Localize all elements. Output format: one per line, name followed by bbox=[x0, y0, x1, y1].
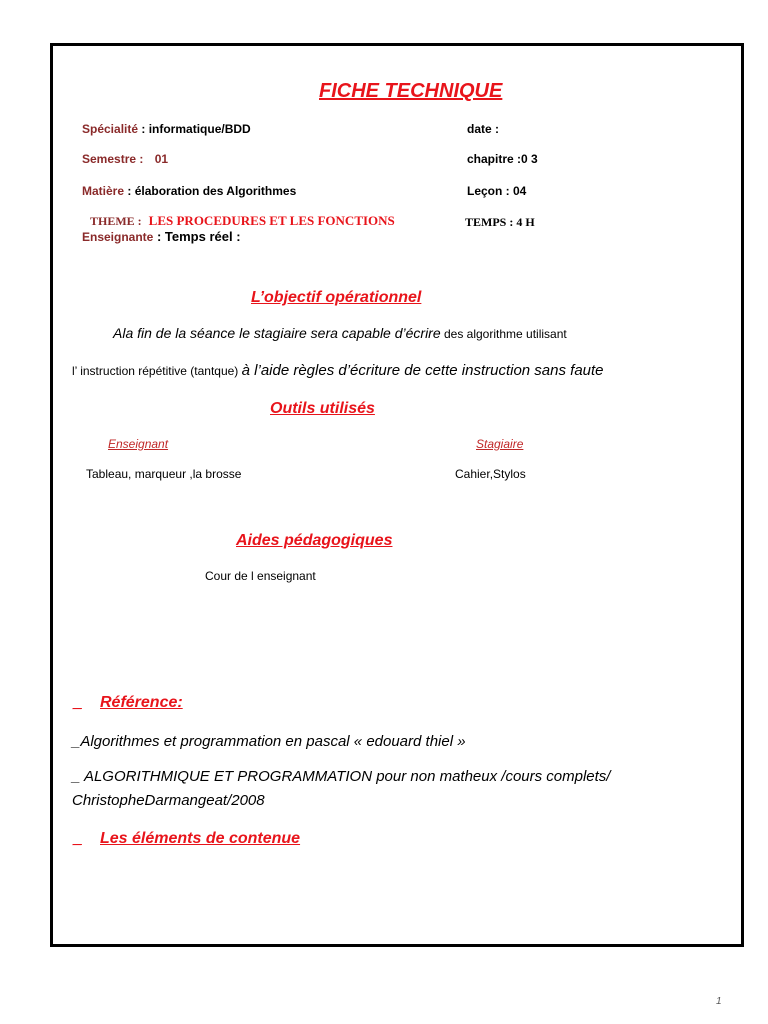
objectif-heading: L’objectif opérationnel bbox=[251, 289, 422, 306]
date-label: date : bbox=[467, 122, 500, 136]
objectif-line-1-italic: Ala fin de la séance le stagiaire sera capable d’écrire bbox=[113, 325, 441, 341]
objectif-line-1-plain: des algorithme utilisant bbox=[440, 327, 567, 341]
reference-item-2-line-2: ChristopheDarmangeat/2008 bbox=[72, 792, 265, 809]
enseignant-value: Tableau, marqueur ,la brosse bbox=[86, 467, 242, 481]
reference-bullet: _ bbox=[73, 694, 82, 711]
matiere-row bbox=[82, 184, 296, 198]
reference-item-1: _Algorithmes et programmation en pascal « edouard thiel » bbox=[72, 733, 466, 750]
page-title: FICHE TECHNIQUE bbox=[319, 80, 503, 102]
aides-heading: Aides pédagogiques bbox=[236, 532, 393, 549]
aides-value: Cour de l enseignant bbox=[205, 569, 316, 583]
elements-bullet: _ bbox=[73, 830, 82, 847]
elements-row bbox=[73, 830, 300, 848]
reference-heading: Référence: bbox=[100, 694, 183, 711]
page-number: 1 bbox=[716, 996, 722, 1007]
theme-label: THEME : bbox=[90, 214, 142, 228]
matiere-label: Matière bbox=[82, 184, 125, 198]
theme-value: LES PROCEDURES ET LES FONCTIONS bbox=[148, 213, 395, 228]
page-border bbox=[50, 43, 744, 947]
specialite-label: Spécialité bbox=[82, 122, 139, 136]
stagiaire-value: Cahier,Stylos bbox=[455, 467, 526, 481]
stagiaire-label: Stagiaire bbox=[476, 437, 524, 451]
reference-item-2-line-1: _ ALGORITHMIQUE ET PROGRAMMATION pour non matheux /cours complets/ bbox=[72, 768, 611, 785]
enseignant-label: Enseignant bbox=[108, 437, 169, 451]
objectif-line-2-italic: à l’aide règles d’écriture de cette instruction sans faute bbox=[241, 362, 604, 379]
objectif-line-2 bbox=[72, 362, 604, 379]
specialite-value: : informatique/BDD bbox=[138, 122, 251, 136]
semestre-value: 01 bbox=[154, 152, 169, 166]
matiere-value: : élaboration des Algorithmes bbox=[124, 184, 297, 198]
semestre-label: Semestre : bbox=[82, 152, 144, 166]
outils-heading: Outils utilisés bbox=[270, 400, 375, 417]
reference-row bbox=[73, 694, 183, 712]
semestre-row bbox=[82, 152, 168, 166]
enseignante-label: Enseignante bbox=[82, 230, 154, 244]
theme-row bbox=[90, 213, 395, 229]
objectif-line-1 bbox=[113, 325, 567, 341]
enseignante-row bbox=[82, 229, 241, 244]
chapitre-label: chapitre :0 3 bbox=[467, 152, 538, 166]
objectif-line-2-plain: l’ instruction répétitive (tantque) bbox=[72, 364, 242, 378]
temps-label: TEMPS : 4 H bbox=[465, 215, 535, 229]
elements-heading: Les éléments de contenue bbox=[100, 830, 301, 847]
lecon-label: Leçon : 04 bbox=[467, 184, 527, 198]
specialite-row bbox=[82, 122, 251, 136]
enseignante-value: : Temps réel : bbox=[153, 229, 241, 244]
